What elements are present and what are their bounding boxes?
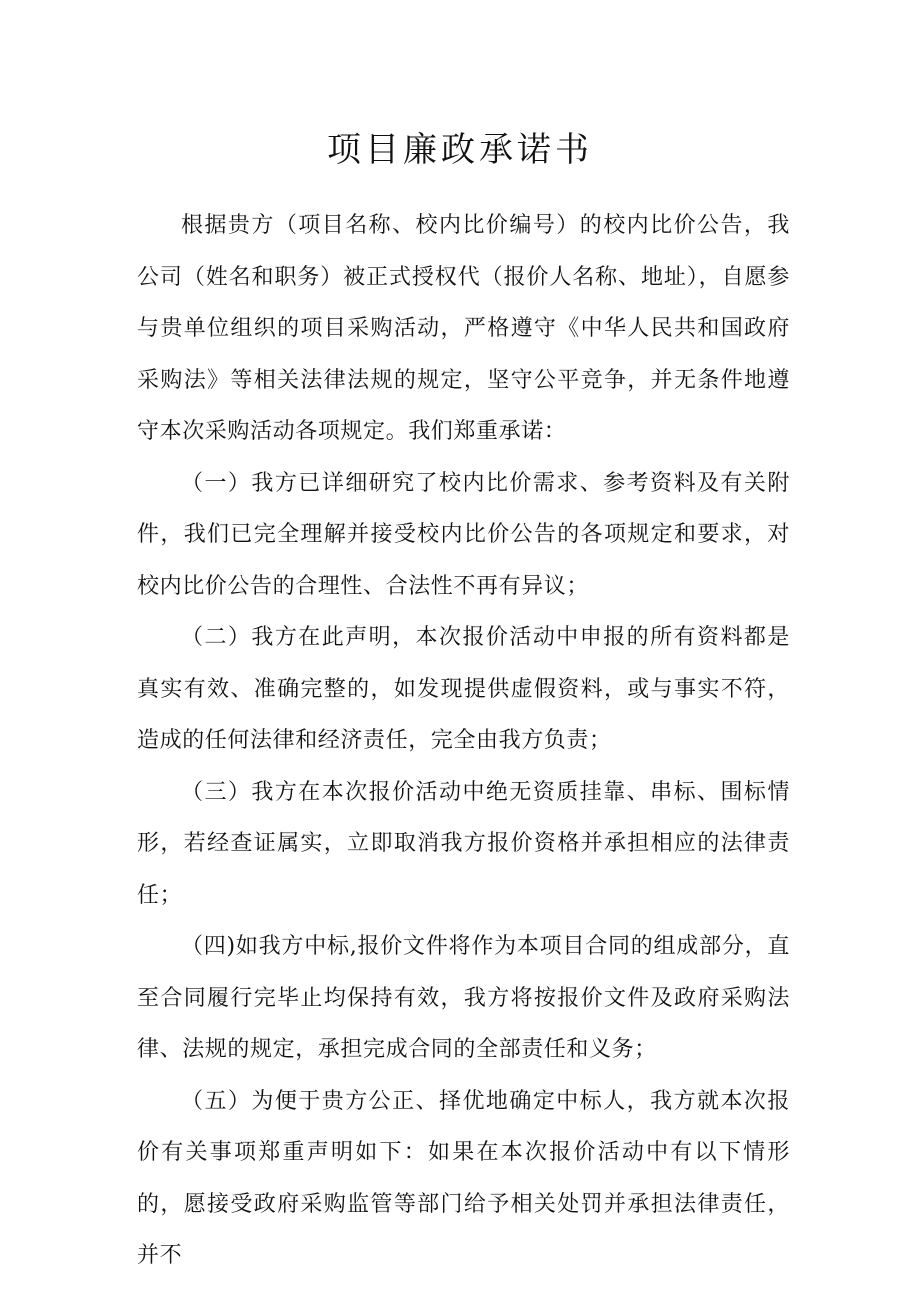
commitment-paragraph-3: （三）我方在本次报价活动中绝无资质挂靠、串标、围标情形，若经查证属实，立即取消我方报价资格并承担相应的法律责任； [137, 779, 790, 908]
document-title: 项目廉政承诺书 [327, 130, 593, 170]
commitment-paragraph-2: （二）我方在此声明，本次报价活动中申报的所有资料都是真实有效、准确完整的，如发现提供虚假资料，或与事实不符，造成的任何法律和经济责任，完全由我方负责； [137, 625, 790, 753]
commitment-paragraph-1: （一）我方已详细研究了校内比价需求、参考资料及有关附件，我们已完全理解并接受校内比价公告的各项规定和要求，对校内比价公告的合理性、合法性不再有异议； [137, 470, 790, 599]
document-body [137, 200, 790, 1282]
intro-paragraph: 根据贵方（项目名称、校内比价编号）的校内比价公告，我公司（姓名和职务）被正式授权代（报价人名称、地址），自愿参与贵单位组织的项目采购活动，严格遵守《中华人民共和国政府采购法》等相关法律法规的规定，坚守公平竞争，并无条件地遵守本次采购活动各项规定。我们郑重承诺： [137, 213, 790, 444]
commitment-paragraph-5: （五）为便于贵方公正、择优地确定中标人，我方就本次报价有关事项郑重声明如下：如果在本次报价活动中有以下情形的，愿接受政府采购监管等部门给予相关处罚并承担法律责任，并不 [137, 1088, 790, 1268]
commitment-paragraph-4: （四)如我方中标,报价文件将作为本项目合同的组成部分，直至合同履行完毕止均保持有效，我方将按报价文件及政府采购法律、法规的规定，承担完成合同的全部责任和义务； [137, 934, 790, 1062]
